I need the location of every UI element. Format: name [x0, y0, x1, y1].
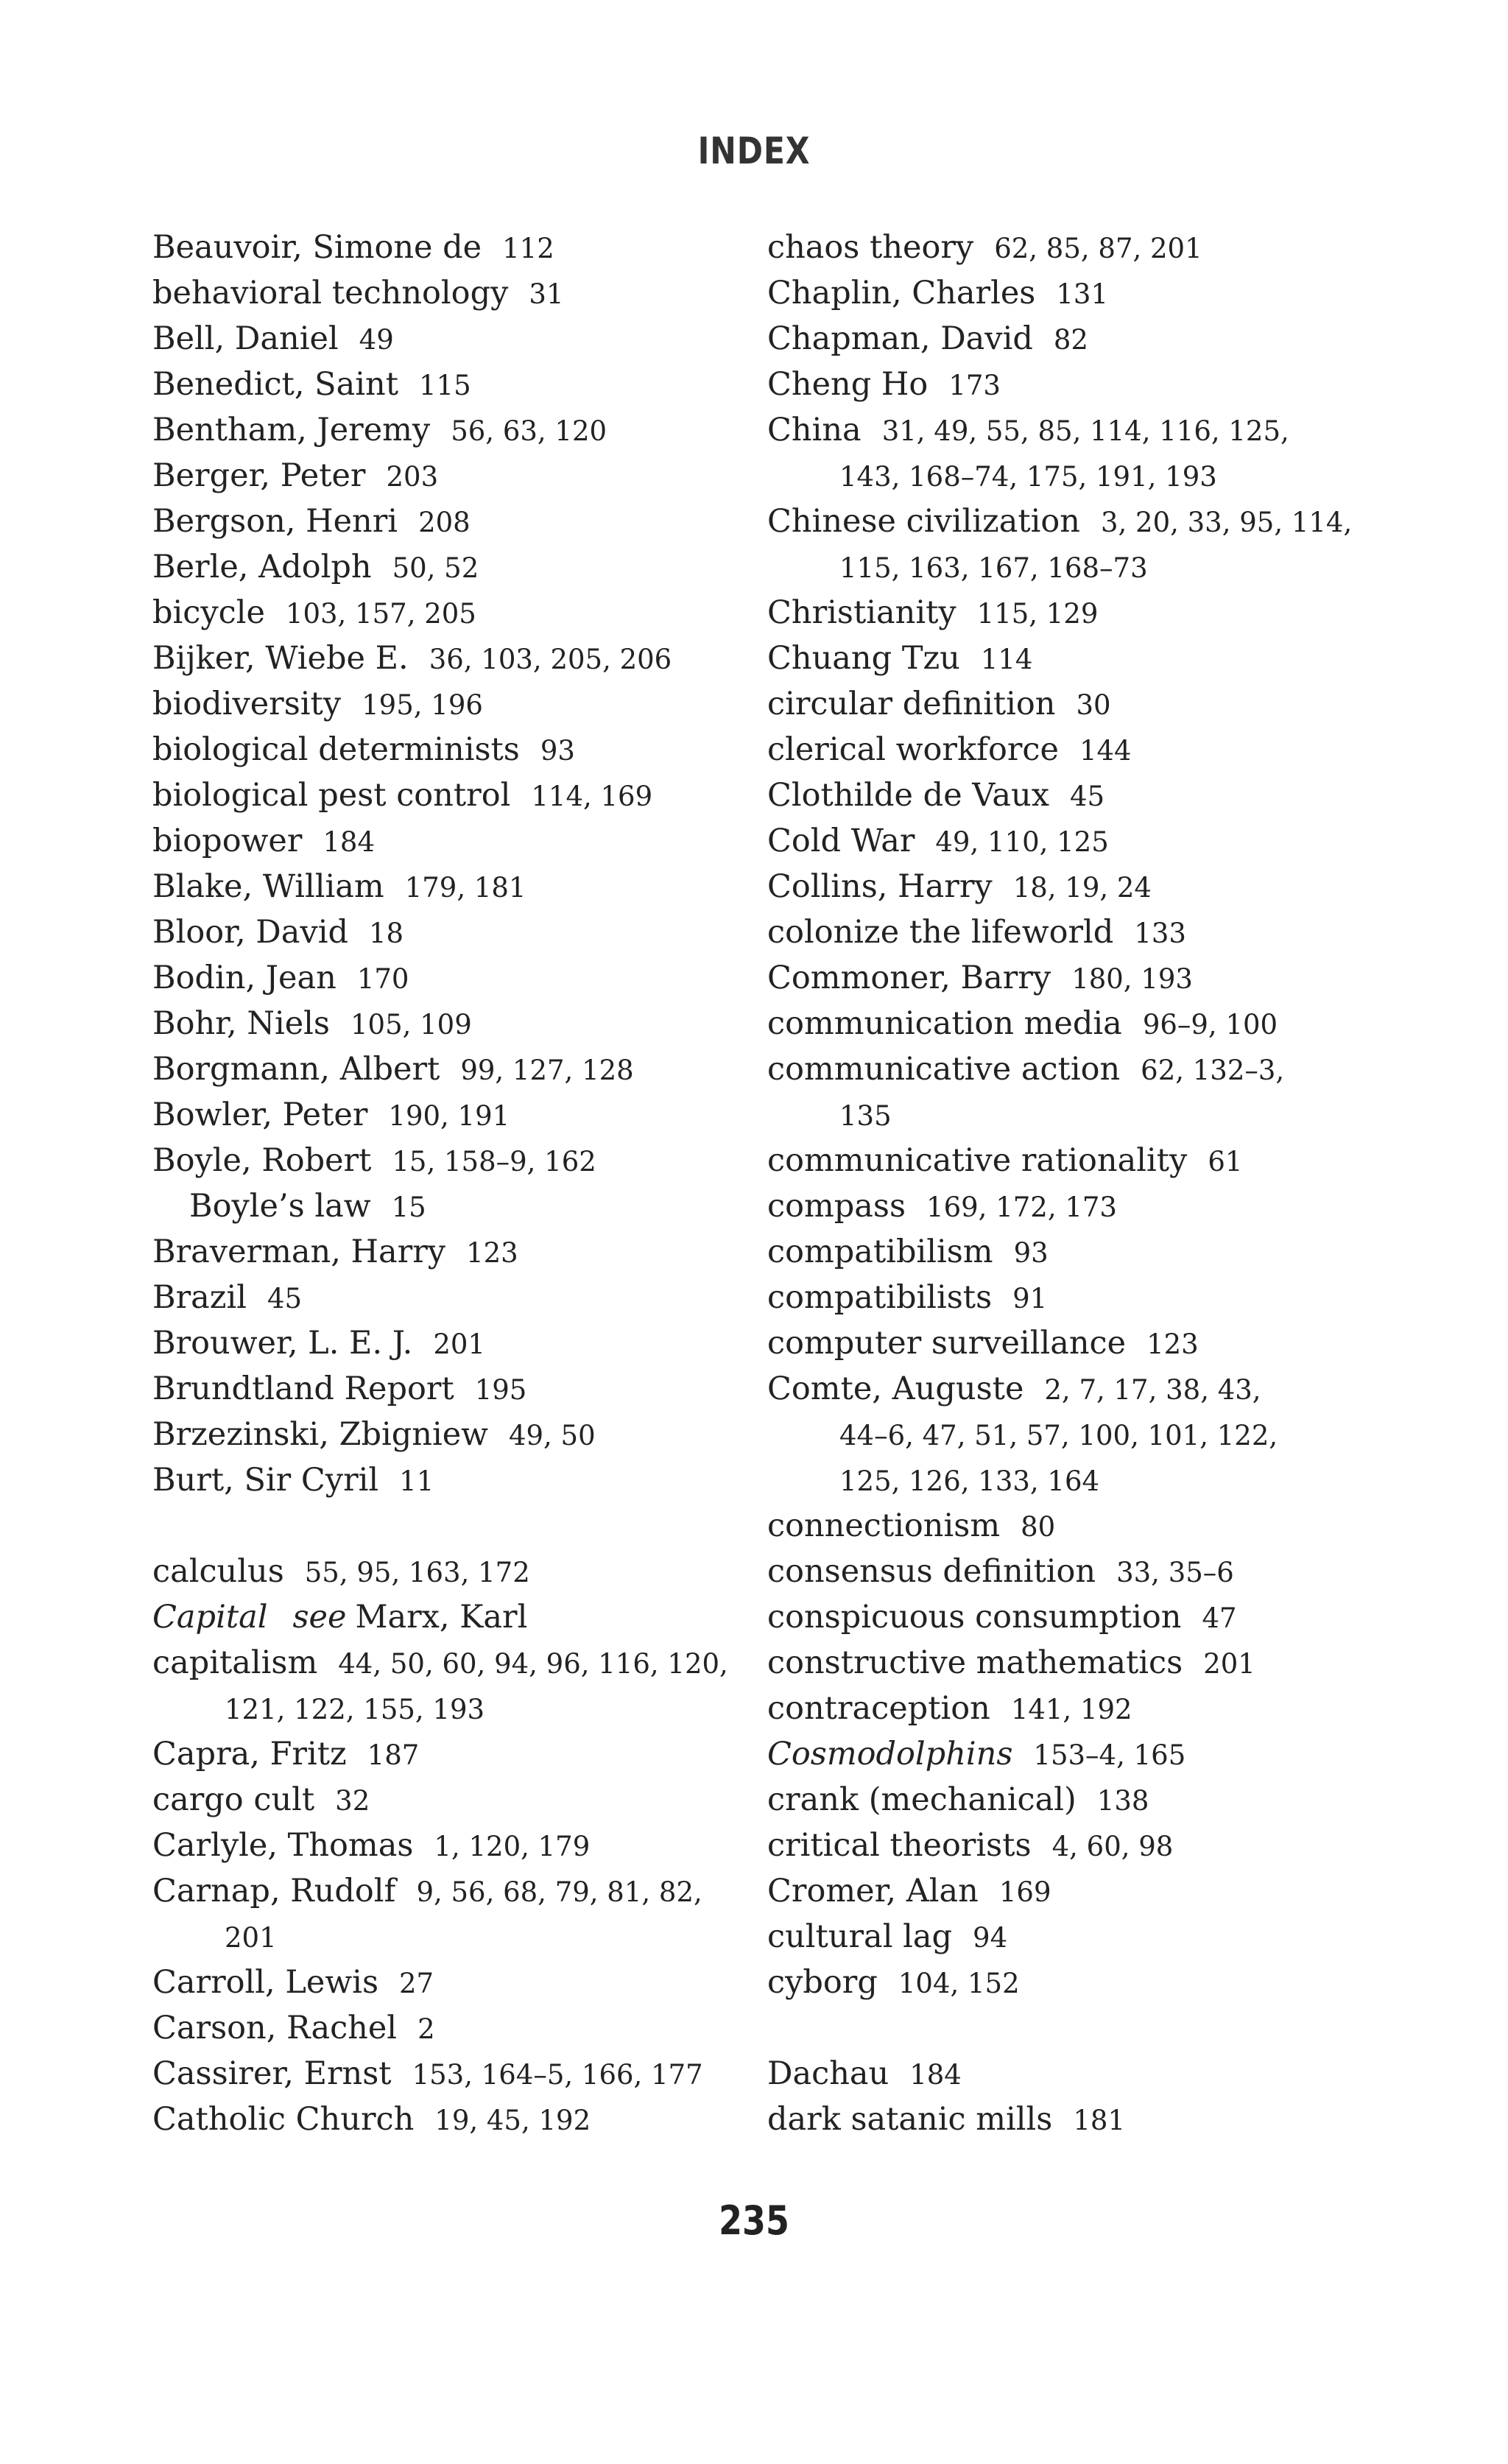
entry-pages: 3, 20, 33, 95, 114,: [1100, 507, 1353, 538]
index-entry: [152, 453, 741, 499]
entry-pages: 187: [367, 1739, 420, 1771]
entry-pages: 181: [1073, 2105, 1125, 2136]
index-entry: [767, 1229, 1356, 1275]
entry-pages: 36, 103, 205, 206: [429, 644, 672, 675]
entry-pages: 153–4, 165: [1033, 1739, 1186, 1771]
index-entry: [767, 225, 1356, 270]
entry-pages: 49: [359, 324, 394, 356]
index-entry: [767, 2097, 1356, 2142]
entry-pages: 184: [323, 826, 376, 858]
entry-pages: 144: [1079, 735, 1132, 767]
index-entry: [767, 909, 1356, 955]
entry-term: consensus definition: [767, 1553, 1096, 1590]
index-entry: [152, 1640, 741, 1686]
entry-term: dark satanic mills: [767, 2101, 1053, 2138]
entry-pages: 2, 7, 17, 38, 43,: [1044, 1374, 1261, 1406]
index-entry: [767, 772, 1356, 818]
entry-pages: 1, 120, 179: [434, 1831, 591, 1862]
entry-term: Bentham, Jeremy: [152, 412, 431, 448]
index-entry: [152, 955, 741, 1001]
index-entry: [767, 316, 1356, 362]
entry-term: Cassirer, Ernst: [152, 2055, 392, 2092]
entry-cross-reference: Marx, Karl: [355, 1599, 528, 1636]
entry-term: Carson, Rachel: [152, 2010, 398, 2046]
index-entry: [152, 225, 741, 270]
index-column-right: [767, 225, 1356, 2142]
entry-term: circular definition: [767, 686, 1056, 722]
entry-pages: 49, 50: [508, 1420, 596, 1451]
index-entry: [767, 590, 1356, 636]
entry-term: Bijker, Wiebe E.: [152, 640, 409, 677]
entry-pages: 50, 52: [392, 552, 479, 584]
index-entry: [152, 727, 741, 772]
entry-term: Boyle, Robert: [152, 1142, 372, 1179]
entry-term: compass: [767, 1188, 906, 1225]
entry-pages: 208: [418, 507, 471, 538]
entry-term: Boyle’s law: [189, 1188, 371, 1225]
entry-term: Cromer, Alan: [767, 1873, 979, 1909]
index-entry-continuation: [152, 1914, 741, 1960]
entry-pages: 143, 168–74, 175, 191, 193: [839, 461, 1217, 493]
index-entry: [767, 636, 1356, 681]
index-entry: [767, 1731, 1356, 1777]
index-entry: [152, 772, 741, 818]
entry-term: Bowler, Peter: [152, 1097, 368, 1133]
entry-term: Cheng Ho: [767, 366, 929, 403]
entry-term: Chuang Tzu: [767, 640, 960, 677]
index-entry: [767, 1275, 1356, 1320]
entry-pages: 62, 132–3,: [1141, 1055, 1285, 1086]
index-entry: [152, 1229, 741, 1275]
index-entry: [152, 362, 741, 407]
entry-pages: 82: [1053, 324, 1088, 356]
entry-pages: 114: [980, 644, 1033, 675]
entry-term: Bloor, David: [152, 914, 348, 951]
entry-term: Capital: [152, 1599, 268, 1636]
entry-pages: 190, 191: [388, 1100, 510, 1132]
index-entry: [767, 2051, 1356, 2097]
entry-pages: 201: [433, 1328, 485, 1360]
entry-term: clerical workforce: [767, 731, 1059, 768]
index-entry: [152, 1046, 741, 1092]
entry-pages: 99, 127, 128: [460, 1055, 634, 1086]
entry-term: Benedict, Saint: [152, 366, 398, 403]
entry-pages: 115, 129: [976, 598, 1099, 630]
index-entry: [152, 1731, 741, 1777]
entry-pages: 44, 50, 60, 94, 96, 116, 120,: [338, 1648, 728, 1680]
entry-pages: 9, 56, 68, 79, 81, 82,: [416, 1876, 702, 1908]
entry-term: Carnap, Rudolf: [152, 1873, 396, 1909]
entry-pages: 153, 164–5, 166, 177: [412, 2059, 703, 2091]
entry-term: constructive mathematics: [767, 1644, 1183, 1681]
index-entry-continuation: [152, 1686, 741, 1731]
index-entry: [152, 1960, 741, 2005]
entry-term: Bodin, Jean: [152, 960, 337, 996]
entry-term: Borgmann, Albert: [152, 1051, 440, 1088]
entry-pages: 96–9, 100: [1142, 1009, 1278, 1041]
entry-see-reference: see: [292, 1599, 347, 1636]
entry-term: Carlyle, Thomas: [152, 1827, 414, 1864]
entry-term: Burt, Sir Cyril: [152, 1462, 379, 1499]
index-entry: [152, 2097, 741, 2142]
index-entry: [767, 1046, 1356, 1092]
entry-term: Brazil: [152, 1279, 247, 1316]
index-entry: [152, 1549, 741, 1594]
index-entry: [767, 1366, 1356, 1412]
entry-pages: 45: [1070, 781, 1105, 812]
entry-pages: 141, 192: [1010, 1694, 1132, 1725]
index-subentry: [152, 1183, 741, 1229]
index-entry-continuation: [767, 453, 1356, 499]
entry-pages: 33, 35–6: [1116, 1557, 1234, 1588]
entry-term: Braverman, Harry: [152, 1233, 446, 1270]
entry-term: Dachau: [767, 2055, 889, 2092]
index-entry: [152, 1823, 741, 1868]
entry-pages: 201: [1203, 1648, 1255, 1680]
entry-term: Catholic Church: [152, 2101, 415, 2138]
entry-term: connectionism: [767, 1507, 1001, 1544]
entry-pages: 18: [368, 918, 404, 949]
entry-term: cultural lag: [767, 1918, 953, 1955]
entry-pages: 123: [1146, 1328, 1199, 1360]
entry-pages: 11: [399, 1465, 434, 1497]
index-entry: [767, 270, 1356, 316]
entry-term: biopower: [152, 823, 303, 859]
entry-term: contraception: [767, 1690, 990, 1727]
entry-pages: 123: [466, 1237, 518, 1269]
index-entry: [152, 407, 741, 453]
index-entry: [152, 1777, 741, 1823]
entry-pages: 195: [474, 1374, 527, 1406]
entry-term: communicative rationality: [767, 1142, 1188, 1179]
index-entry: [767, 1503, 1356, 1549]
index-column-left: [152, 225, 741, 2142]
entry-term: Bell, Daniel: [152, 320, 339, 357]
entry-pages: 115: [419, 370, 471, 401]
entry-term: computer surveillance: [767, 1325, 1127, 1362]
index-entry: [152, 1594, 741, 1640]
entry-term: biological determinists: [152, 731, 520, 768]
entry-term: communicative action: [767, 1051, 1121, 1088]
entry-pages: 125, 126, 133, 164: [839, 1465, 1100, 1497]
index-entry-continuation: [767, 544, 1356, 590]
entry-term: crank (mechanical): [767, 1781, 1077, 1818]
entry-term: Chaplin, Charles: [767, 275, 1036, 311]
entry-pages: 44–6, 47, 51, 57, 100, 101, 122,: [839, 1420, 1278, 1451]
entry-pages: 169: [998, 1876, 1051, 1908]
entry-term: bicycle: [152, 594, 265, 631]
section-gap: [152, 1503, 741, 1549]
entry-term: biological pest control: [152, 777, 511, 814]
entry-pages: 169, 172, 173: [926, 1191, 1117, 1223]
index-entry: [152, 864, 741, 909]
entry-pages: 105, 109: [350, 1009, 472, 1041]
index-entry: [152, 1457, 741, 1503]
entry-term: behavioral technology: [152, 275, 509, 311]
entry-term: Bohr, Niels: [152, 1005, 330, 1042]
index-entry: [767, 955, 1356, 1001]
index-entry: [152, 1001, 741, 1046]
index-entry: [767, 1320, 1356, 1366]
entry-pages: 62, 85, 87, 201: [994, 233, 1202, 264]
index-entry: [767, 1138, 1356, 1183]
entry-pages: 173: [948, 370, 1001, 401]
index-entry: [152, 1320, 741, 1366]
entry-term: capitalism: [152, 1644, 318, 1681]
entry-term: communication media: [767, 1005, 1122, 1042]
entry-pages: 103, 157, 205: [285, 598, 476, 630]
page-number: 235: [719, 2197, 789, 2244]
entry-pages: 61: [1208, 1146, 1243, 1178]
entry-term: compatibilism: [767, 1233, 993, 1270]
entry-term: Beauvoir, Simone de: [152, 229, 482, 266]
index-entry: [767, 1001, 1356, 1046]
index-entry: [767, 1868, 1356, 1914]
entry-pages: 4, 60, 98: [1051, 1831, 1174, 1862]
entry-term: biodiversity: [152, 686, 342, 722]
entry-term: critical theorists: [767, 1827, 1032, 1864]
entry-pages: 203: [386, 461, 439, 493]
entry-pages: 115, 163, 167, 168–73: [839, 552, 1148, 584]
index-entry: [152, 1412, 741, 1457]
entry-pages: 18, 19, 24: [1012, 872, 1152, 904]
entry-pages: 2: [417, 2013, 435, 2045]
entry-pages: 133: [1134, 918, 1186, 949]
entry-pages: 91: [1012, 1283, 1048, 1314]
entry-term: Berger, Peter: [152, 457, 366, 494]
entry-pages: 19, 45, 192: [434, 2105, 591, 2136]
index-entry: [767, 407, 1356, 453]
index-entry-continuation: [767, 1457, 1356, 1503]
index-entry: [152, 1138, 741, 1183]
entry-term: conspicuous consumption: [767, 1599, 1182, 1636]
index-entry: [767, 818, 1356, 864]
entry-term: Brouwer, L. E. J.: [152, 1325, 413, 1362]
entry-term: cyborg: [767, 1964, 878, 2001]
entry-term: compatibilists: [767, 1279, 993, 1316]
entry-term: Christianity: [767, 594, 956, 631]
entry-term: Clothilde de Vaux: [767, 777, 1049, 814]
entry-term: Bergson, Henri: [152, 503, 398, 540]
index-entry: [152, 636, 741, 681]
entry-term: Cosmodolphins: [767, 1736, 1013, 1773]
section-gap: [767, 2005, 1356, 2051]
index-entry: [152, 2005, 741, 2051]
index-entry: [152, 2051, 741, 2097]
entry-pages: 47: [1202, 1602, 1237, 1634]
entry-pages: 180, 193: [1071, 963, 1193, 995]
entry-pages: 31, 49, 55, 85, 114, 116, 125,: [881, 415, 1289, 447]
index-entry: [152, 909, 741, 955]
index-entry: [767, 1594, 1356, 1640]
entry-term: Carroll, Lewis: [152, 1964, 379, 2001]
entry-term: Brzezinski, Zbigniew: [152, 1416, 488, 1453]
entry-pages: 201: [225, 1922, 277, 1954]
entry-term: Blake, William: [152, 868, 384, 905]
entry-term: Cold War: [767, 823, 915, 859]
entry-pages: 80: [1021, 1511, 1056, 1543]
entry-pages: 32: [335, 1785, 370, 1817]
entry-pages: 170: [356, 963, 409, 995]
entry-pages: 93: [1013, 1237, 1049, 1269]
entry-term: cargo cult: [152, 1781, 315, 1818]
entry-term: Brundtland Report: [152, 1370, 454, 1407]
entry-term: colonize the lifeworld: [767, 914, 1114, 951]
index-entry: [152, 590, 741, 636]
index-entry-continuation: [767, 1092, 1356, 1138]
entry-term: Capra, Fritz: [152, 1736, 347, 1773]
entry-pages: 104, 152: [898, 1968, 1020, 1999]
index-entry: [152, 270, 741, 316]
index-entry: [767, 1640, 1356, 1686]
entry-term: Collins, Harry: [767, 868, 993, 905]
index-entry: [767, 1914, 1356, 1960]
index-entry: [152, 1092, 741, 1138]
entry-pages: 179, 181: [404, 872, 526, 904]
entry-pages: 45: [267, 1283, 303, 1314]
entry-pages: 30: [1076, 689, 1111, 721]
index-entry: [767, 499, 1356, 544]
entry-term: Berle, Adolph: [152, 549, 372, 585]
entry-term: calculus: [152, 1553, 284, 1590]
entry-term: China: [767, 412, 862, 448]
entry-pages: 55, 95, 163, 172: [304, 1557, 530, 1588]
entry-pages: 94: [973, 1922, 1008, 1954]
index-entry: [767, 1183, 1356, 1229]
index-entry: [152, 544, 741, 590]
index-entry: [152, 818, 741, 864]
index-entry: [767, 362, 1356, 407]
entry-pages: 121, 122, 155, 193: [225, 1694, 485, 1725]
entry-pages: 15, 158–9, 162: [392, 1146, 596, 1178]
index-entry: [767, 1777, 1356, 1823]
entry-pages: 184: [909, 2059, 962, 2091]
entry-pages: 27: [399, 1968, 434, 1999]
entry-term: Chapman, David: [767, 320, 1033, 357]
index-entry: [767, 1823, 1356, 1868]
index-entry: [152, 316, 741, 362]
entry-term: Commoner, Barry: [767, 960, 1051, 996]
index-entry: [152, 1366, 741, 1412]
entry-pages: 138: [1096, 1785, 1149, 1817]
entry-pages: 135: [839, 1100, 892, 1132]
entry-pages: 131: [1056, 278, 1108, 310]
index-entry-continuation: [767, 1412, 1356, 1457]
index-entry: [767, 681, 1356, 727]
entry-term: chaos theory: [767, 229, 974, 266]
index-entry: [152, 1868, 741, 1914]
index-entry: [152, 499, 741, 544]
running-head-index: INDEX: [697, 130, 811, 172]
index-entry: [767, 1549, 1356, 1594]
entry-pages: 195, 196: [362, 689, 483, 721]
entry-pages: 49, 110, 125: [935, 826, 1109, 858]
index-entry: [767, 727, 1356, 772]
entry-term: Chinese civilization: [767, 503, 1080, 540]
index-entry: [767, 864, 1356, 909]
index-entry: [152, 1275, 741, 1320]
index-entry: [152, 681, 741, 727]
entry-pages: 112: [502, 233, 554, 264]
entry-pages: 15: [391, 1191, 426, 1223]
entry-pages: 31: [529, 278, 564, 310]
entry-pages: 56, 63, 120: [451, 415, 607, 447]
entry-pages: 114, 169: [531, 781, 653, 812]
entry-term: Comte, Auguste: [767, 1370, 1024, 1407]
index-entry: [767, 1686, 1356, 1731]
index-entry: [767, 1960, 1356, 2005]
entry-pages: 93: [540, 735, 575, 767]
